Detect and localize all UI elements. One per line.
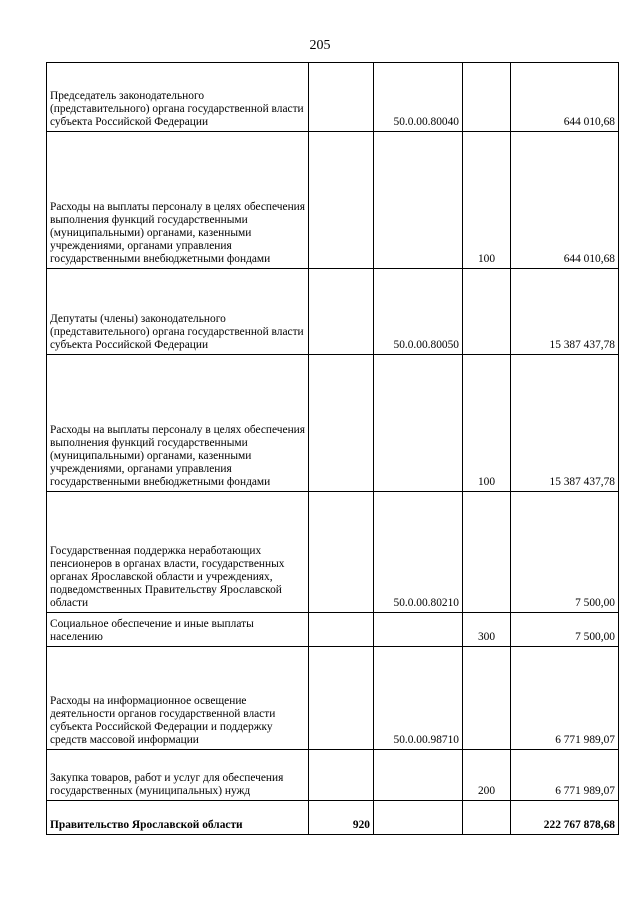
- row-ministry: [309, 647, 374, 750]
- row-code: 50.0.00.98710: [374, 647, 463, 750]
- row-name: Социальное обеспечение и иные выплаты населению: [47, 613, 309, 647]
- row-name: Закупка товаров, работ и услуг для обеспечения государственных (муниципальных) нужд: [47, 750, 309, 801]
- row-ministry: [309, 355, 374, 492]
- row-name: Расходы на выплаты персоналу в целях обеспечения выполнения функций государственными (муниципальными) органами, казенными учреждениями, органами управления государственными внебюджетными фондами: [47, 355, 309, 492]
- row-name: Расходы на выплаты персоналу в целях обеспечения выполнения функций государственными (муниципальными) органами, казенными учреждениями, органами управления государственными внебюджетными фондами: [47, 132, 309, 269]
- row-type: 100: [463, 132, 511, 269]
- row-code: [374, 750, 463, 801]
- row-type: 200: [463, 750, 511, 801]
- row-ministry: [309, 750, 374, 801]
- row-name: Депутаты (члены) законодательного (представительного) органа государственной власти субъекта Российской Федерации: [47, 269, 309, 355]
- row-ministry: [309, 63, 374, 132]
- row-amount: 7 500,00: [511, 613, 619, 647]
- row-amount: 15 387 437,78: [511, 355, 619, 492]
- row-name: Председатель законодательного (представительного) органа государственной власти субъекта Российской Федерации: [47, 63, 309, 132]
- total-type: [463, 801, 511, 835]
- table-row: [47, 355, 619, 492]
- row-code: 50.0.00.80210: [374, 492, 463, 613]
- total-amount: 222 767 878,68: [511, 801, 619, 835]
- total-row: [47, 801, 619, 835]
- table-row: [47, 613, 619, 647]
- row-amount: 15 387 437,78: [511, 269, 619, 355]
- budget-table: [46, 62, 619, 835]
- row-amount: 6 771 989,07: [511, 750, 619, 801]
- row-type: 300: [463, 613, 511, 647]
- row-ministry: [309, 269, 374, 355]
- row-type: [463, 492, 511, 613]
- row-amount: 644 010,68: [511, 63, 619, 132]
- table-row: [47, 63, 619, 132]
- row-amount: 6 771 989,07: [511, 647, 619, 750]
- page-number: 205: [309, 38, 331, 53]
- row-code: [374, 132, 463, 269]
- row-type: 100: [463, 355, 511, 492]
- row-ministry: [309, 132, 374, 269]
- table-row: [47, 750, 619, 801]
- row-code: 50.0.00.80050: [374, 269, 463, 355]
- table-row: [47, 647, 619, 750]
- row-amount: 7 500,00: [511, 492, 619, 613]
- row-name: Государственная поддержка неработающих пенсионеров в органах власти, государственных органах Ярославской области и учреждениях, подведомственных Правительству Ярославской области: [47, 492, 309, 613]
- row-type: [463, 647, 511, 750]
- row-code: [374, 355, 463, 492]
- row-name: Расходы на информационное освещение деятельности органов государственной власти субъекта Российской Федерации и поддержку средств массовой информации: [47, 647, 309, 750]
- row-type: [463, 63, 511, 132]
- table-row: [47, 269, 619, 355]
- table-row: [47, 492, 619, 613]
- total-code: [374, 801, 463, 835]
- row-ministry: [309, 613, 374, 647]
- row-type: [463, 269, 511, 355]
- row-ministry: [309, 492, 374, 613]
- table-row: [47, 132, 619, 269]
- row-code: [374, 613, 463, 647]
- total-ministry: 920: [309, 801, 374, 835]
- row-amount: 644 010,68: [511, 132, 619, 269]
- row-code: 50.0.00.80040: [374, 63, 463, 132]
- total-name: Правительство Ярославской области: [47, 801, 309, 835]
